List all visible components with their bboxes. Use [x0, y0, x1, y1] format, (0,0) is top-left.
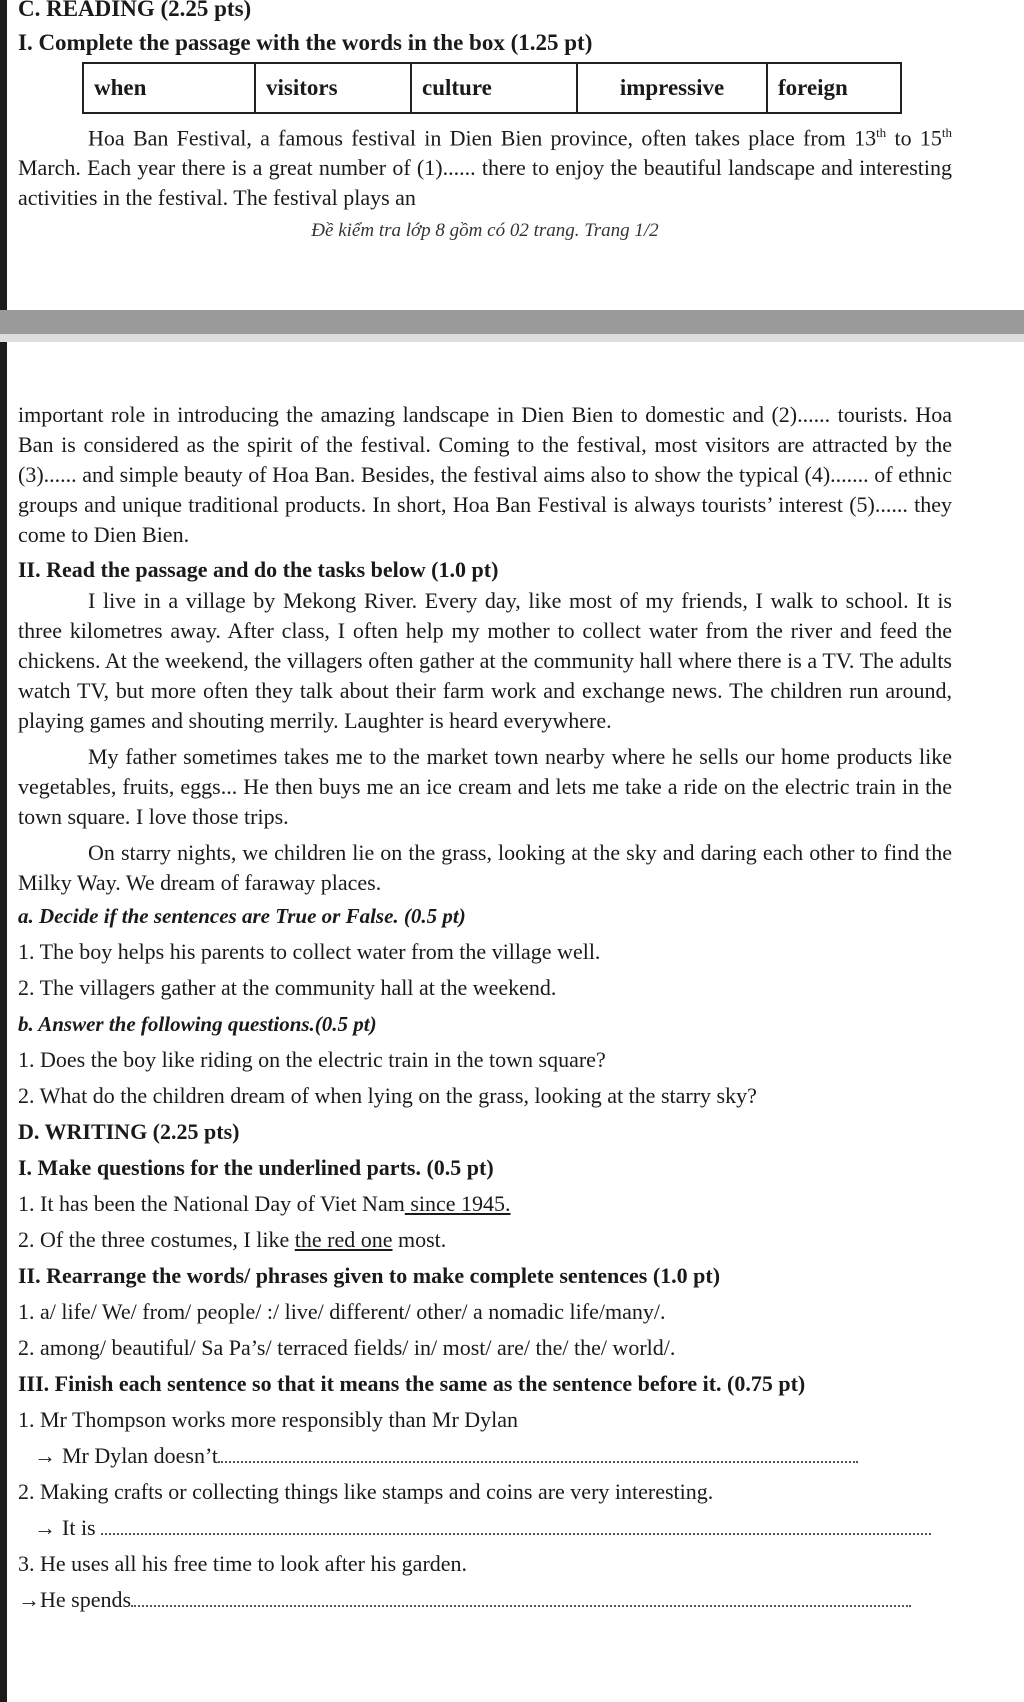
- word-box-item: when: [83, 63, 255, 113]
- passage-2-paragraph: On starry nights, we children lie on the grass, looking at the sky and daring each other to find the Milky Way. We dream of faraway places.: [18, 840, 952, 895]
- reading-part2-heading: II. Read the passage and do the tasks below (1.0 pt): [18, 557, 499, 582]
- transform-sentence: 2. Making crafts or collecting things like stamps and coins are very interesting.: [18, 1479, 714, 1504]
- date-connector: to: [886, 125, 920, 151]
- date-start: 13: [854, 125, 877, 151]
- transform-sentence: 1. Mr Thompson works more responsibly than Mr Dylan: [18, 1407, 519, 1432]
- answer-blank[interactable]: [218, 1443, 858, 1463]
- task-a-item: 1. The boy helps his parents to collect water from the village well.: [18, 939, 601, 964]
- word-box-item: culture: [411, 63, 577, 113]
- passage-2-paragraph: I live in a village by Mekong River. Every day, like most of my friends, I walk to school. It is three kilometres away. After class, I often help my mother to collect water from the river and feed the chickens. At the weekend, the villagers often gather at the community hall where there is a TV. The adults watch TV, but more often they talk about their farm work and exchange news. The children run around, playing games and shouting merrily. Laughter is heard everywhere.: [18, 588, 952, 733]
- task-b-item: 2. What do the children dream of when lying on the grass, looking at the starry sky?: [18, 1083, 757, 1108]
- transform-answer-line: [18, 1438, 952, 1474]
- passage-2-paragraph: My father sometimes takes me to the market town nearby where he sells our home products like vegetables, fruits, eggs... He then buys me an ice cream and lets me take a ride on the electric train in the town square. I love those trips.: [18, 744, 952, 829]
- task-b-heading: b. Answer the following questions.(0.5 pt): [18, 1012, 377, 1036]
- writing-part1-q1: [18, 1186, 952, 1222]
- word-box: [82, 62, 902, 114]
- transform-answer-line: [18, 1510, 952, 1546]
- reading-part1-heading: I. Complete the passage with the words in the box (1.25 pt): [18, 30, 593, 55]
- arrow-icon: →: [34, 1443, 56, 1468]
- rearrange-item: 1. a/ life/ We/ from/ people/ :/ live/ different/ other/ a nomadic life/many/.: [18, 1299, 666, 1324]
- transform-answer-line: [18, 1582, 952, 1618]
- page-1: [18, 0, 952, 310]
- passage-text: March. Each year there is a great number of (1)...... there to enjoy the beautiful landscape and interesting activities in the festival. The festival plays an: [18, 155, 952, 211]
- answer-prompt: It is: [62, 1515, 102, 1540]
- page-2: [18, 400, 952, 1618]
- answer-prompt: Mr Dylan doesn’t: [62, 1443, 219, 1468]
- writing-part1-q2: [18, 1222, 952, 1258]
- writing-heading: D. WRITING (2.25 pts): [18, 1119, 240, 1144]
- transform-sentence: 3. He uses all his free time to look after his garden.: [18, 1551, 468, 1576]
- answer-blank[interactable]: [131, 1587, 911, 1607]
- answer-blank[interactable]: [101, 1515, 931, 1535]
- date-end: 15: [919, 125, 942, 151]
- underlined-part: since 1945.: [404, 1191, 511, 1216]
- passage-1-part-1: [18, 118, 952, 213]
- date-suffix: th: [876, 125, 887, 140]
- writing-part2-heading: II. Rearrange the words/ phrases given to make complete sentences (1.0 pt): [18, 1263, 721, 1288]
- task-b-item: 1. Does the boy like riding on the electric train in the town square?: [18, 1047, 606, 1072]
- word-box-item: foreign: [767, 63, 901, 113]
- passage-1-part-2: important role in introducing the amazing landscape in Dien Bien to domestic and (2)...... tourists. Hoa Ban is considered as the spirit of the festival. Coming to the festival, most visitors are attracted by the (3)...... and simple beauty of Hoa Ban. Besides, the festival aims also to show the typical (4)....... of ethnic groups and unique traditional products. In short, Hoa Ban Festival is always tourists’ interest (5)...... they come to Dien Bien.: [18, 402, 952, 547]
- task-a-heading: a. Decide if the sentences are True or False. (0.5 pt): [18, 904, 466, 928]
- task-a-item: 2. The villagers gather at the community hall at the weekend.: [18, 975, 557, 1000]
- date-suffix: th: [941, 125, 953, 140]
- question-text: 2. Of the three costumes, I like: [18, 1227, 295, 1252]
- rearrange-item: 2. among/ beautiful/ Sa Pa’s/ terraced fields/ in/ most/ are/ the/ the/ world/.: [18, 1335, 676, 1360]
- writing-part3-heading: III. Finish each sentence so that it means the same as the sentence before it. (0.75 pt): [18, 1371, 806, 1396]
- writing-part1-heading: I. Make questions for the underlined parts. (0.5 pt): [18, 1155, 494, 1180]
- underlined-part: the red one: [294, 1227, 393, 1252]
- word-box-item: impressive: [577, 63, 767, 113]
- arrow-icon: →: [18, 1587, 40, 1612]
- left-border: [0, 0, 7, 1702]
- page-gap: [0, 310, 1024, 334]
- question-text: most.: [392, 1227, 447, 1252]
- reading-heading: C. READING (2.25 pts): [18, 0, 252, 21]
- word-box-item: visitors: [255, 63, 411, 113]
- arrow-icon: →: [34, 1515, 56, 1540]
- passage-line: Hoa Ban Festival, a famous festival in Dien Bien province, often takes place from: [88, 125, 846, 151]
- question-text: 1. It has been the National Day of Viet Nam: [18, 1191, 405, 1216]
- answer-prompt: He spends: [40, 1587, 132, 1612]
- page-caption: Đề kiểm tra lớp 8 gồm có 02 trang. Trang 1/2: [311, 220, 659, 242]
